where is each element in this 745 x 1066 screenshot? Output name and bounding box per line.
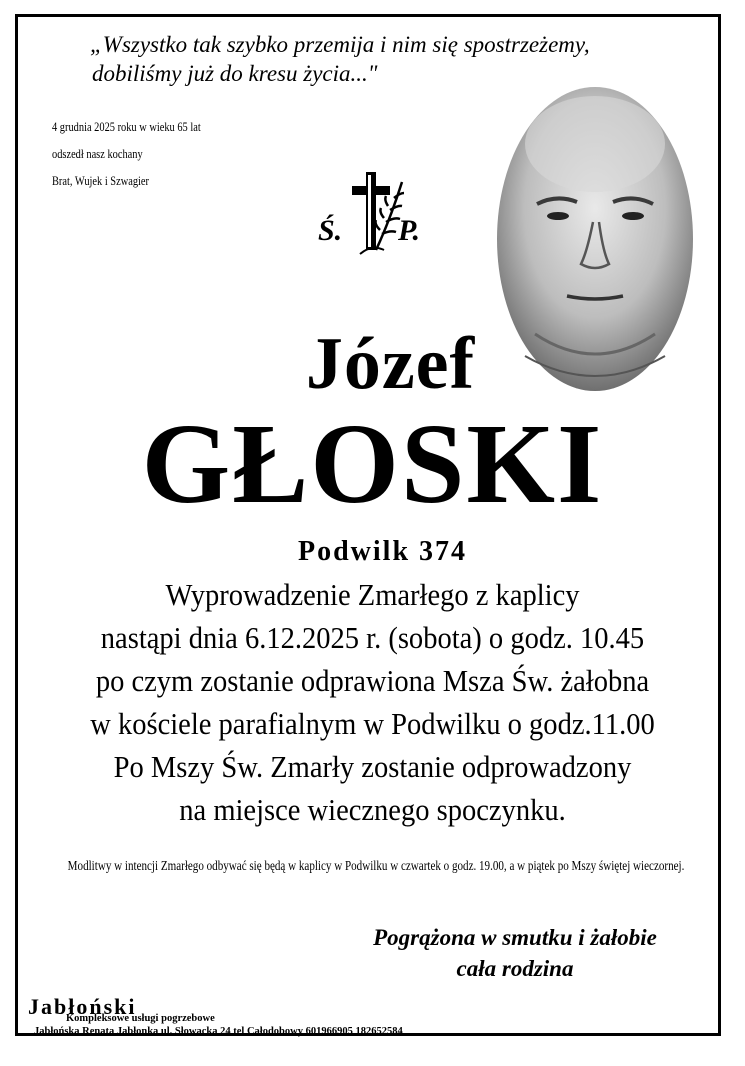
prayers-text: Modlitwy w intencji Zmarłego odbywać się będą w kaplicy w Podwilku w czwartek o godz. 19.00, a w piątek po Mszy świętej wieczornej. bbox=[67, 858, 685, 873]
last-name: GŁOSKI bbox=[141, 400, 604, 527]
death-info bbox=[52, 113, 212, 194]
quote bbox=[90, 30, 690, 88]
funeral-line-5: Po Mszy Św. Zmarły zostanie odprowadzony bbox=[113, 749, 632, 784]
sp-s-letter: Ś. bbox=[318, 214, 343, 247]
family-signature bbox=[330, 922, 700, 984]
sp-emblem bbox=[318, 170, 428, 260]
funeral-line-3: po czym zostanie odprawiona Msza Św. żałobna bbox=[95, 663, 650, 698]
funeral-line-6: na miejsce wiecznego spoczynku. bbox=[179, 792, 566, 827]
funeral-line-1: Wyprowadzenie Zmarłego z kaplicy bbox=[165, 577, 580, 612]
family-line-2: cała rodzina bbox=[456, 956, 574, 981]
first-name: Józef bbox=[305, 323, 476, 405]
family-line-1: Pogrążona w smutku i żałobie bbox=[373, 925, 657, 950]
prayers-note bbox=[0, 858, 745, 874]
death-info-line-3: Brat, Wujek i Szwagier bbox=[52, 173, 150, 188]
sp-p-letter: P. bbox=[398, 214, 420, 247]
funeral-details bbox=[0, 573, 745, 831]
funeral-home-address: Jabłońska Renata Jabłonka ul. Słowacka 24 tel Całodobowy 601966905 182652584 bbox=[34, 1026, 403, 1037]
quote-line-2: dobiliśmy już do kresu życia..." bbox=[92, 61, 378, 86]
funeral-line-4: w kościele parafialnym w Podwilku o godz.11.00 bbox=[90, 706, 655, 741]
funeral-home-footer bbox=[28, 994, 568, 1037]
quote-line-1: „Wszystko tak szybko przemija i nim się spostrzeżemy, bbox=[90, 32, 590, 57]
funeral-home-subtitle: Kompleksowe usługi pogrzebowe bbox=[66, 1013, 215, 1024]
funeral-home-logo: Jabłoński bbox=[28, 994, 137, 1019]
death-info-line-1: 4 grudnia 2025 roku w wieku 65 lat bbox=[52, 119, 201, 134]
address: Podwilk 374 bbox=[297, 536, 468, 567]
funeral-line-2: nastąpi dnia 6.12.2025 r. (sobota) o godz. 10.45 bbox=[100, 620, 645, 655]
death-info-line-2: odszedł nasz kochany bbox=[52, 146, 143, 161]
